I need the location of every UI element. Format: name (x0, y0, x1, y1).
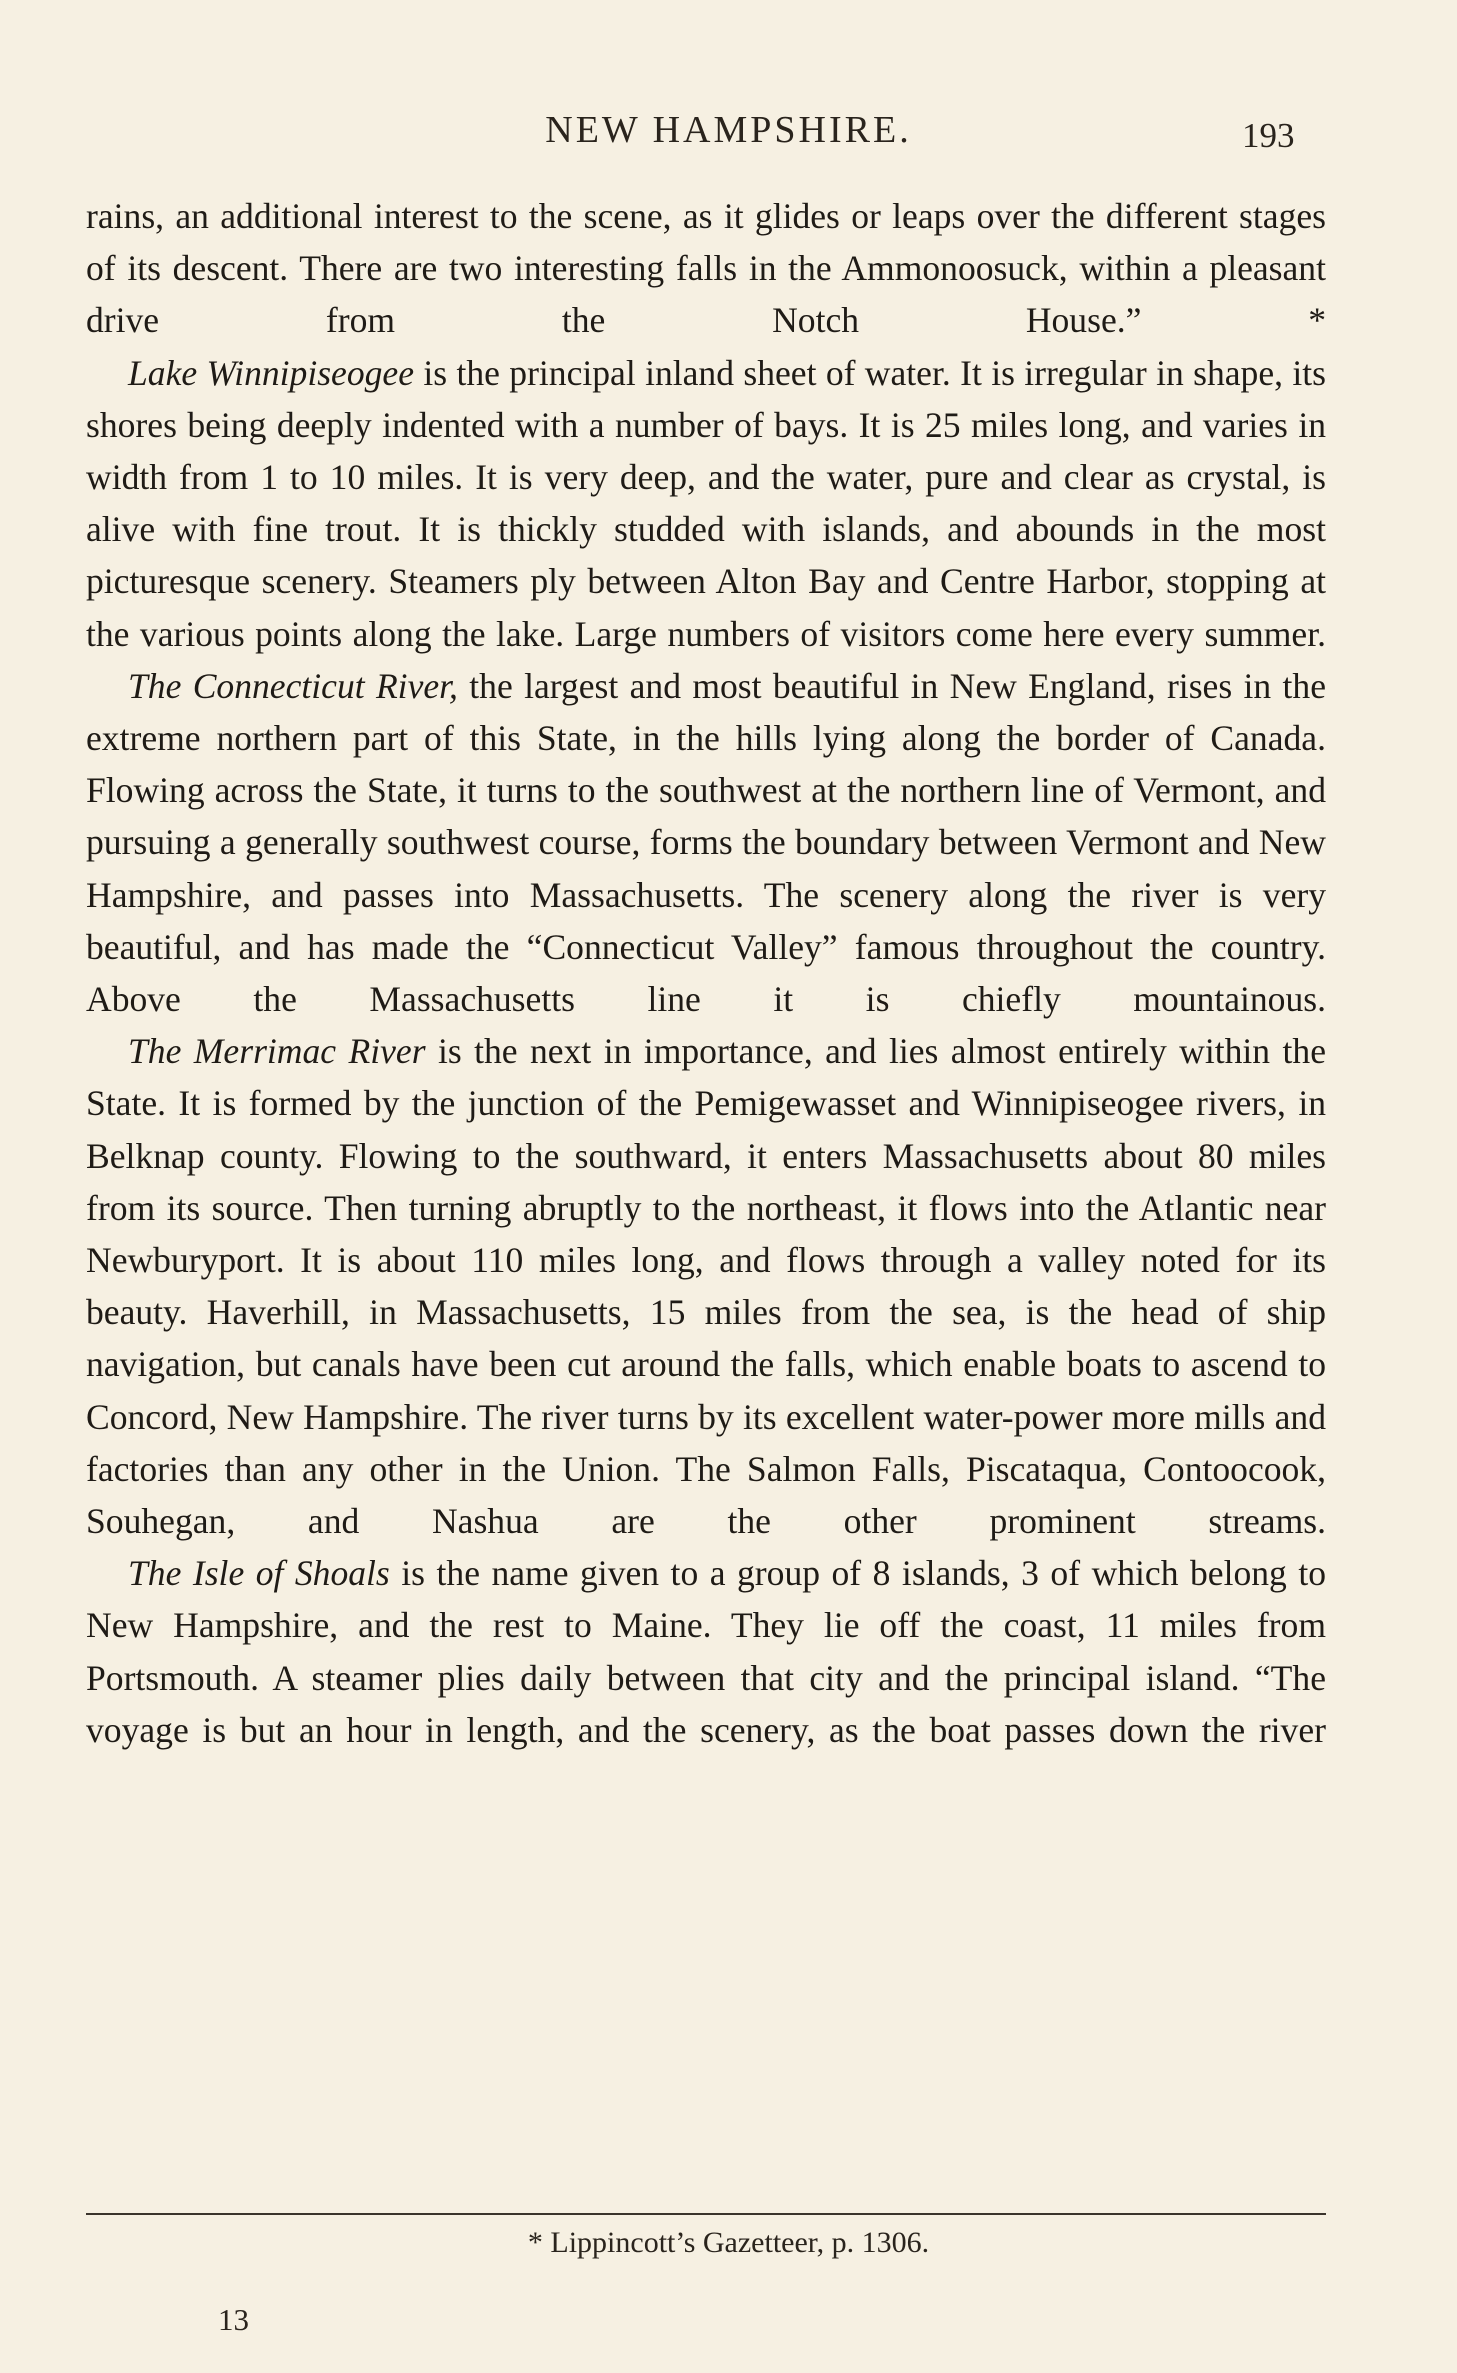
footnote-rule (86, 2213, 1326, 2215)
signature-mark: 13 (218, 2302, 249, 2337)
paragraph-text: is the principal inland sheet of water. It is irregular in shape, its shores being deeply indented with a number of bays. It is 25 miles long, and varies in width from 1 to 10 miles. It is very deep, and the water, pure and clear as crystal, is alive with fine trout. It is thickly studded with islands, and abounds in the most picturesque scenery. Steamers ply between Alton Bay and Centre Harbor, stopping at the various points along the lake. Large numbers of visitors come here every summer. (86, 352, 1327, 654)
paragraph-lead: The Isle of Shoals (128, 1553, 390, 1594)
paragraph-connecticut-river (86, 660, 1326, 1025)
paragraph-text: the largest and most beautiful in New England, rises in the extreme northern part of this State, in the hills lying along the border of Canada. Flowing across the State, it turns to the southwest at the northern line of Vermont, and pursuing a generally southwest course, forms the boundary between Vermont and New Hampshire, and passes into Massachusetts. The scenery along the river is very beautiful, and has made the “Connecticut Valley” famous throughout the country. Above the Massachusetts line it is chiefly mountainous. (86, 665, 1326, 1020)
page-number: 193 (1242, 116, 1295, 155)
paragraph-continuation (86, 190, 1326, 347)
paragraph-text: is the next in importance, and lies almost entirely within the State. It is formed by the junction of the Pemigewasset and Winnipiseogee rivers, in Belknap county. Flowing to the southward, it enters Massachusetts about 80 miles from its source. Then turning abruptly to the northeast, it flows into the Atlantic near Newburyport. It is about 110 miles long, and flows through a valley noted for its beauty. Haverhill, in Massachusetts, 15 miles from the sea, is the head of ship navigation, but canals have been cut around the falls, which enable boats to ascend to Concord, New Hampshire. The river turns by its excellent water-power more mills and factories than any other in the Union. The Salmon Falls, Piscataqua, Contoocook, Souhegan, and Nashua are the other prominent streams. (86, 1031, 1326, 1542)
paragraph-isle-of-shoals (86, 1547, 1326, 1756)
paragraph-text: rains, an additional interest to the scene, as it glides or leaps over the different stages of its descent. There are two interesting falls in the Ammonoosuck, within a pleasant drive from the Notch House.” * (86, 196, 1326, 341)
running-head: NEW HAMPSHIRE. (545, 109, 912, 151)
body-text (86, 190, 1326, 1756)
paragraph-lead: Lake Winnipiseogee (128, 352, 415, 393)
paragraph-lead: The Merrimac River (128, 1031, 426, 1072)
paragraph-merrimac-river (86, 1025, 1326, 1547)
paragraph-text: is the name given to a group of 8 islands, 3 of which belong to New Hampshire, and the rest to Maine. They lie off the coast, 11 miles from Portsmouth. A steamer plies daily between that city and the principal island. “The voyage is but an hour in length, and the scenery, as the boat passes down the river (86, 1553, 1327, 1750)
paragraph-lake-winnipiseogee (86, 347, 1326, 660)
footnote: * Lippincott’s Gazetteer, p. 1306. (527, 2226, 930, 2259)
paragraph-lead: The Connecticut River, (128, 665, 458, 706)
